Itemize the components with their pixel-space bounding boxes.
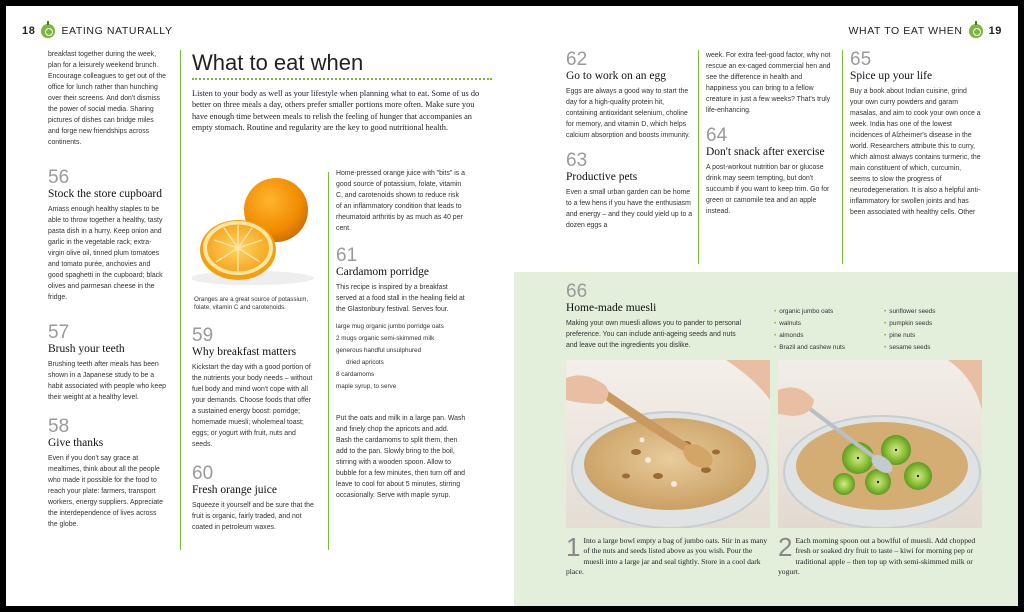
tip-number: 61 xyxy=(336,245,358,266)
tip-title: Fresh orange juice xyxy=(192,484,277,496)
tip-title: Brush your teeth xyxy=(48,343,125,355)
tip-body: Even a small urban garden can be home to a few hens if you have the enthusiasm and energy – and they could yield up to a dozen eggs a xyxy=(566,189,693,229)
muesli-photo-1 xyxy=(566,360,770,528)
porridge-method: Put the oats and milk in a large pan. Wash and finely chop the apricots and add. Bash the cardamoms to split them, then add to the pan. Slowly bring to the boil, stirring with a wooden spoon. Allow to bubble for a few minutes, then turn off and leave to cool for about 5 minutes, stirring occasionally. Serve with maple syrup. xyxy=(336,415,466,499)
tip-title: Home-made muesli xyxy=(566,302,657,314)
ingredient: maple syrup, to serve xyxy=(336,383,397,390)
apple-icon xyxy=(969,24,983,38)
ingredient: • pumpkin seeds xyxy=(884,318,935,330)
column-3 xyxy=(336,168,466,501)
tip-number: 60 xyxy=(192,463,214,484)
tip-title: Go to work on an egg xyxy=(566,70,666,82)
tip-number: 66 xyxy=(566,281,588,302)
column-6 xyxy=(850,50,982,218)
step-text: Into a large bowl empty a bag of jumbo oats. Stir in as many of the nuts and seeds listed above as you wish. Pour the muesli into a large jar and seal tightly. Store in a cool dark place. xyxy=(566,536,768,577)
tip-body: Squeeze it yourself and be sure that the fruit is organic, fairly traded, and not coated in petroleum waxes. xyxy=(192,502,314,531)
tip-63 xyxy=(566,151,694,231)
tip-body: Even if you don't say grace at mealtimes, think about all the people who made it possible for the food to reach your plate: farmers, transport workers, energy suppliers. Appreciate the interdependence of lives across the globe. xyxy=(48,455,163,528)
col1-intro-text: breakfast together during the week, plan for a leisurely weekend brunch. Encourage colleagues to get out of the office for lunch rather than hunching over their screens. And don't dismiss the power of social media. Sharing pictures of dishes can bridge miles and forge new friendships across continents. xyxy=(48,51,166,146)
column-4 xyxy=(566,50,694,231)
tip-59 xyxy=(192,326,316,450)
tip-63-continued: week. For extra feel-good factor, why not rescue an ex-caged commercial hen and see the difference in health and happiness you can bring to a fellow creature in just a few weeks? That's truly life-enhancing. xyxy=(706,52,831,114)
ingredient: dried apricots xyxy=(346,359,384,366)
tip-65 xyxy=(850,50,982,218)
tip-body: Making your own muesli allows you to pander to personal preference. You can include anti-ageing seeds and nuts and leave out the ingredients you dislike. xyxy=(566,320,742,349)
muesli-ingredients-b xyxy=(884,306,935,354)
tip-number: 65 xyxy=(850,49,872,70)
muesli-step-1 xyxy=(566,532,772,578)
ingredient: • sesame seeds xyxy=(884,342,935,354)
ingredient: • sunflower seeds xyxy=(884,306,935,318)
ingredient: 2 mugs organic semi-skimmed milk xyxy=(336,335,435,342)
orange-photo xyxy=(192,170,324,288)
tip-body: Buy a book about Indian cuisine, grind your own curry powders and garam masalas, and aim to cook your own once a week. India has one of the lowest incidences of Alzheimer's disease in the world. Researchers attribute this to curry, which almost always contains turmeric, the main constituent of which, curcumin, seems to slow the progress of neurodegeneration. It is also a helpful anti-inflammatory for swollen joints and has been associated with healthy cells. Other xyxy=(850,88,981,216)
muesli-ingredients-a xyxy=(774,306,845,354)
tip-title: Productive pets xyxy=(566,171,638,183)
tip-57 xyxy=(48,323,166,403)
column-divider xyxy=(180,50,181,550)
ingredient: • Brazil and cashew nuts xyxy=(774,342,845,354)
tip-title: Don't snack after exercise xyxy=(706,146,825,158)
column-2 xyxy=(192,326,316,533)
orange-juice-text: Home-pressed orange juice with "bits" is a good source of potassium, folate, vitamin C, and carotenoids shown to reduce risk of an inflammatory condition that leads to rheumatoid arthritis by as much as 40 per cent. xyxy=(336,170,465,232)
tip-body: A post-workout nutrition bar or glucose drink may seem tempting, but don't succumb if you want to keep trim. Go for green or camomile tea and an apple instead. xyxy=(706,164,830,215)
muesli-photo-2 xyxy=(778,360,982,528)
tip-number: 56 xyxy=(48,167,70,188)
ingredient: 8 cardamoms xyxy=(336,371,375,378)
tip-title: Why breakfast matters xyxy=(192,346,297,358)
muesli-step-2 xyxy=(778,532,984,578)
left-section-title: EATING NATURALLY xyxy=(61,25,173,37)
column-divider xyxy=(698,50,699,264)
ingredient: large mug organic jumbo porridge oats xyxy=(336,323,444,330)
right-page-number: 19 xyxy=(988,25,1002,37)
bowl-kiwi-illustration xyxy=(778,360,982,528)
page-title: What to eat when xyxy=(192,50,364,75)
column-divider xyxy=(842,50,843,264)
orange-caption: Oranges are a great source of potassium, folate, vitamin C and carotenoids. xyxy=(194,296,309,312)
ingredient: • almonds xyxy=(774,330,845,342)
bowl-oats-illustration xyxy=(566,360,770,528)
step-number: 1 xyxy=(566,532,581,562)
tip-title: Give thanks xyxy=(48,437,104,449)
orange-illustration xyxy=(192,170,324,288)
right-page-header xyxy=(849,24,1002,38)
ingredient: • walnuts xyxy=(774,318,845,330)
apple-icon xyxy=(41,24,55,38)
dotted-rule xyxy=(192,78,492,80)
column-5 xyxy=(706,50,834,217)
book-spread xyxy=(6,6,1018,606)
tip-title: Stock the store cupboard xyxy=(48,188,163,200)
tip-number: 58 xyxy=(48,416,70,437)
tip-60 xyxy=(192,464,316,533)
left-page-header xyxy=(22,24,173,38)
tip-number: 63 xyxy=(566,150,588,171)
column-divider xyxy=(328,172,329,550)
ingredient: generous handful unsulphured xyxy=(336,347,422,354)
tip-64 xyxy=(706,126,834,217)
tip-body: Brushing teeth after meals has been shown in a Japanese study to be a habit associated with people who keep their weight at a healthy level. xyxy=(48,361,166,401)
tip-title: Cardamom porridge xyxy=(336,266,429,278)
right-section-title: WHAT TO EAT WHEN xyxy=(848,25,963,37)
left-page-number: 18 xyxy=(22,25,36,37)
tip-61 xyxy=(336,246,466,501)
tip-number: 62 xyxy=(566,49,588,70)
ingredient: • pine nuts xyxy=(884,330,935,342)
tip-number: 57 xyxy=(48,322,70,343)
column-1 xyxy=(48,49,166,530)
tip-58 xyxy=(48,417,166,530)
tip-number: 64 xyxy=(706,125,728,146)
tip-66 xyxy=(566,282,746,351)
tip-body: Eggs are always a good way to start the day for a high-quality protein hit, containing antioxidant selenium, choline for memory, and vitamin D, which helps calcium absorption and boosts immunity. xyxy=(566,88,690,139)
tip-number: 59 xyxy=(192,325,214,346)
step-text: Each morning spoon out a bowlful of muesli. Add chopped fresh or soaked dry fruit to taste – kiwi for morning pep or traditional apple – then top up with semi-skimmed milk or yogurt. xyxy=(778,536,976,577)
tip-title: Spice up your life xyxy=(850,70,933,82)
tip-62 xyxy=(566,50,694,141)
tip-body: This recipe is inspired by a breakfast served at a food stall in the healing field at the Glastonbury festival. Serves four. xyxy=(336,284,465,313)
porridge-ingredients xyxy=(336,321,466,393)
step-number: 2 xyxy=(778,532,793,562)
tip-body: Amass enough healthy staples to be able to throw together a healthy, tasty pasta dish in a hurry. Keep onion and garlic in the vegetable rack; extra-virgin olive oil, tinned plum tomatoes and tomato purée, anchovies and good spaghetti in the cupboard; black olives and parmesan cheese in the fridge. xyxy=(48,206,163,301)
tip-body: Kickstart the day with a good portion of the nutrients your body needs – without fuel body and mind won't cope with all your demands. Choose foods that offer a sustained energy boost: porridge; homemade muesli; wholemeal toast; eggs; or yogurt with fruit, nuts and seeds. xyxy=(192,364,313,448)
tip-56 xyxy=(48,168,166,303)
intro-paragraph: Listen to your body as well as your lifestyle when planning what to eat. Some of us do better on three meals a day, others prefer smaller portions more often. Make sure you have enough time between meals to relish the feeling of hunger that accompanies an empty stomach. Routine and regularity are the key to good nutritional health. xyxy=(192,89,480,133)
ingredient: • organic jumbo oats xyxy=(774,306,845,318)
